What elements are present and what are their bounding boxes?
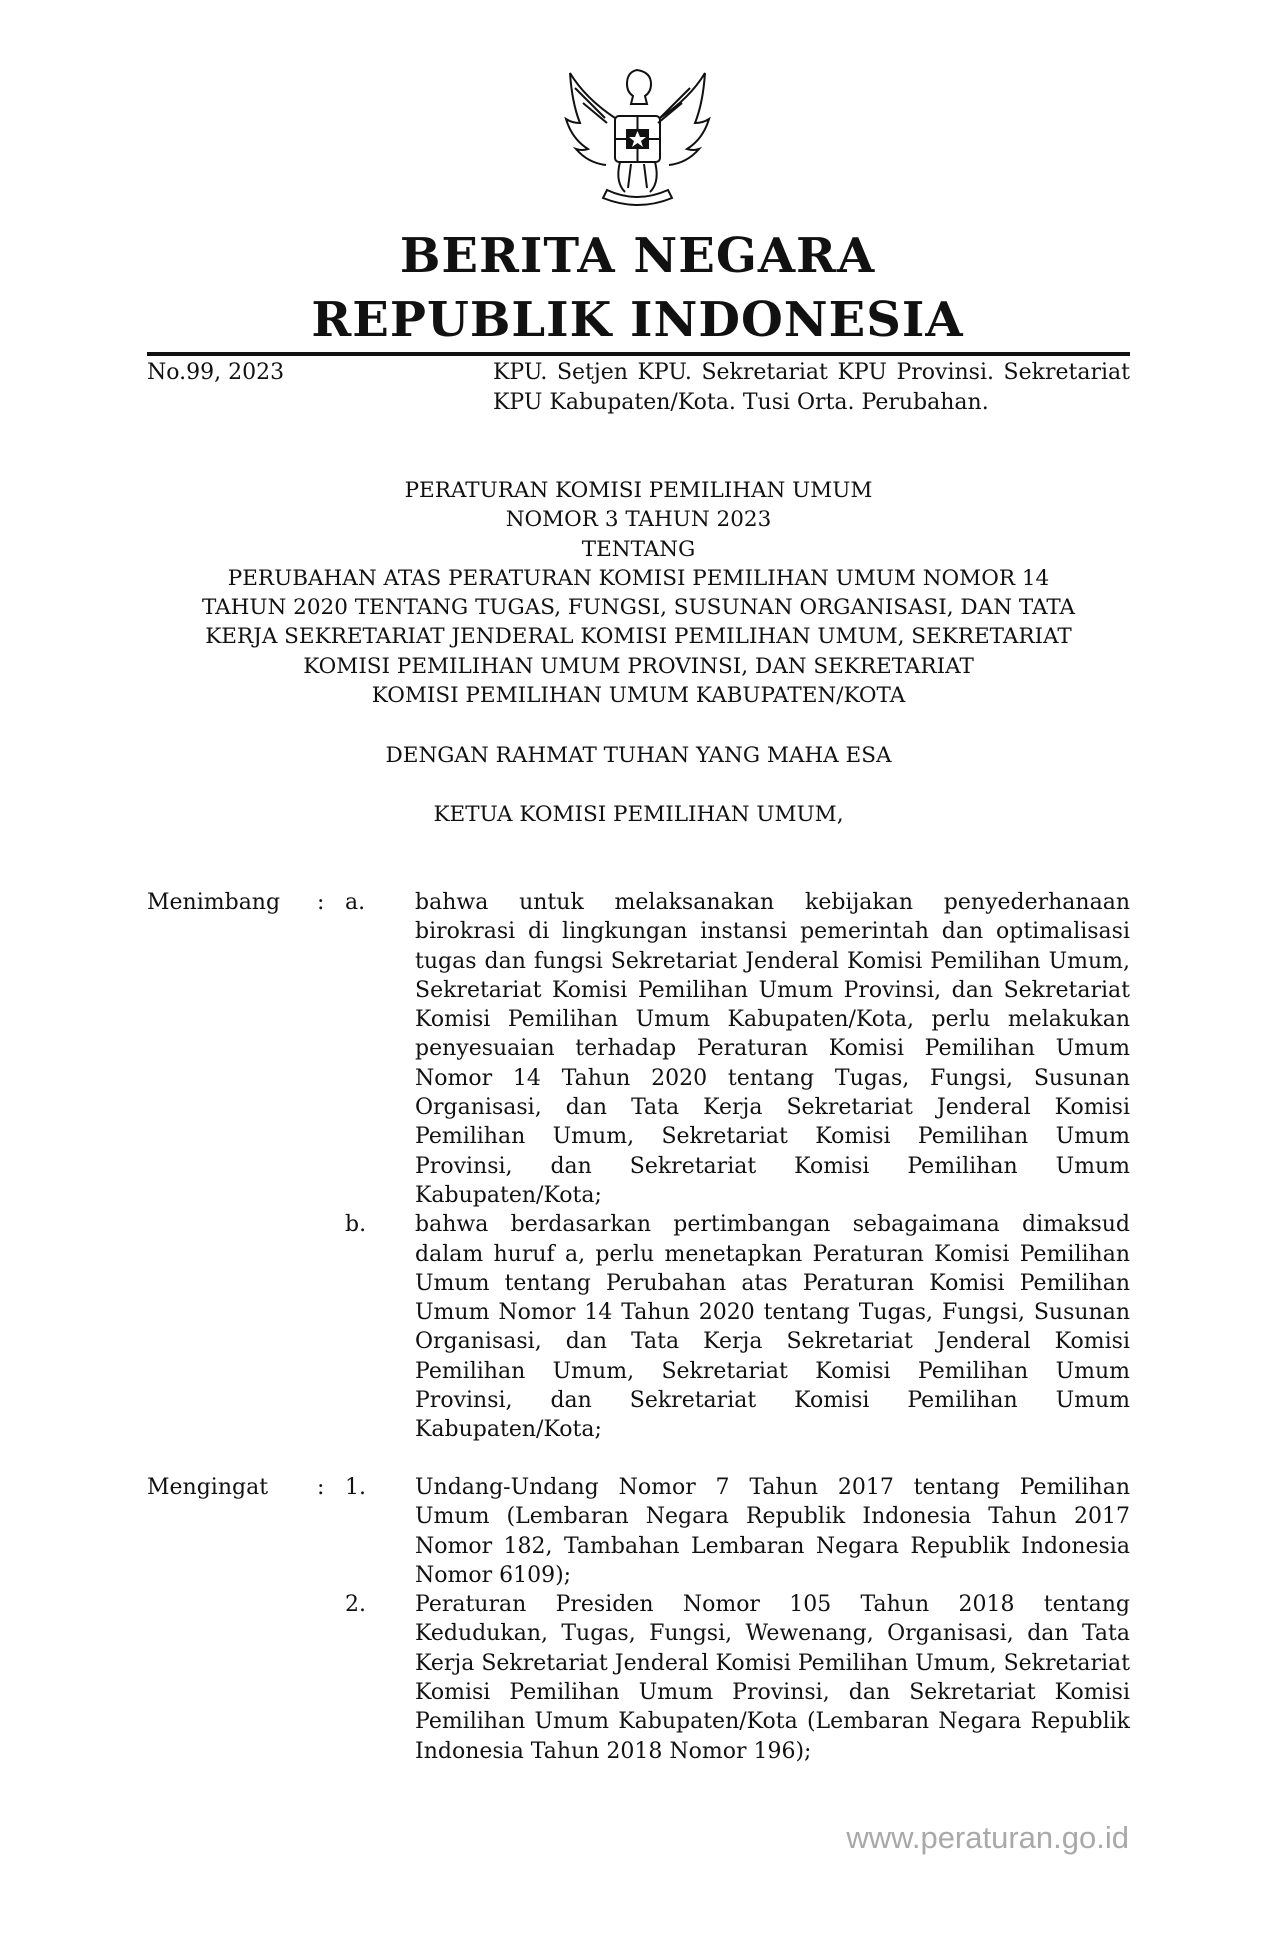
header-divider (147, 352, 1130, 356)
item-marker: a. (345, 890, 366, 915)
item-marker: 1. (345, 1475, 366, 1500)
heading-line: KOMISI PEMILIHAN UMUM KABUPATEN/KOTA (371, 683, 906, 709)
heading-line: KOMISI PEMILIHAN UMUM PROVINSI, DAN SEKRETARIAT (303, 653, 974, 679)
menimbang-section (147, 888, 1130, 1445)
item-marker: b. (345, 1212, 367, 1238)
gazette-title-line2: REPUBLIK INDONESIA (311, 292, 964, 348)
heading-line: KERJA SEKRETARIAT JENDERAL KOMISI PEMILIHAN UMUM, SEKRETARIAT (205, 624, 1072, 650)
heading-line: TENTANG (581, 536, 696, 562)
section-label: Menimbang (147, 890, 281, 915)
heading-line: PERUBAHAN ATAS PERATURAN KOMISI PEMILIHAN UMUM NOMOR 14 (227, 565, 1050, 591)
issuer: KETUA KOMISI PEMILIHAN UMUM, (433, 802, 844, 827)
colon: : (317, 1475, 325, 1500)
colon: : (317, 890, 325, 915)
section-label: Mengingat (147, 1475, 269, 1500)
mengingat-section (147, 1473, 1130, 1766)
heading-line: PERATURAN KOMISI PEMILIHAN UMUM (404, 478, 873, 503)
gazette-subject: KPU. Setjen KPU. Sekretariat KPU Provinsi. Sekretariat KPU Kabupaten/Kota. Tusi Orta. Perubahan. (493, 360, 1130, 415)
item-text: Peraturan Presiden Nomor 105 Tahun 2018 tentang Kedudukan, Tugas, Fungsi, Wewenang, Organisasi, dan Tata Kerja Sekretariat Jenderal Komisi Pemilihan Umum, Sekretariat Komisi Pemilihan Umum Provinsi, dan Sekretariat Komisi Pemilihan Umum Kabupaten/Kota (Lembaran Negara Republik Indonesia Tahun 2018 Nomor 196); (415, 1592, 1130, 1764)
gazette-title-line1: BERITA NEGARA (399, 228, 876, 284)
garuda-pancasila-emblem-icon (555, 58, 720, 213)
heading-line: TAHUN 2020 TENTANG TUGAS, FUNGSI, SUSUNAN ORGANISASI, DAN TATA (201, 595, 1076, 621)
regulation-heading (147, 476, 1130, 710)
item-text: bahwa berdasarkan pertimbangan sebagaimana dimaksud dalam huruf a, perlu menetapkan Peraturan Komisi Pemilihan Umum tentang Perubahan atas Peraturan Komisi Pemilihan Umum Nomor 14 Tahun 2020 tentang Tugas, Fungsi, Susunan Organisasi, dan Tata Kerja Sekretariat Jenderal Komisi Pemilihan Umum, Sekretariat Komisi Pemilihan Umum Provinsi, dan Sekretariat Komisi Pemilihan Umum Kabupaten/Kota; (415, 1212, 1130, 1443)
item-text: bahwa untuk melaksanakan kebijakan penyederhanaan birokrasi di lingkungan instansi pemerintah dan optimalisasi tugas dan fungsi Sekretariat Jenderal Komisi Pemilihan Umum, Sekretariat Komisi Pemilihan Umum Provinsi, dan Sekretariat Komisi Pemilihan Umum Kabupaten/Kota, perlu melakukan penyesuaian terhadap Peraturan Komisi Pemilihan Umum Nomor 14 Tahun 2020 tentang Tugas, Fungsi, Susunan Organisasi, dan Tata Kerja Sekretariat Jenderal Komisi Pemilihan Umum, Sekretariat Komisi Pemilihan Umum Provinsi, dan Sekretariat Komisi Pemilihan Umum Kabupaten/Kota; (415, 890, 1130, 1208)
item-text: Undang-Undang Nomor 7 Tahun 2017 tentang Pemilihan Umum (Lembaran Negara Republik Indonesia Tahun 2017 Nomor 182, Tambahan Lembaran Negara Republik Indonesia Nomor 6109); (415, 1475, 1130, 1588)
gazette-number: No.99, 2023 (147, 360, 285, 385)
watermark-link[interactable]: www.peraturan.go.id (846, 1820, 1129, 1855)
heading-line: NOMOR 3 TAHUN 2023 (505, 507, 772, 533)
invocation: DENGAN RAHMAT TUHAN YANG MAHA ESA (385, 743, 892, 768)
item-marker: 2. (345, 1592, 366, 1618)
